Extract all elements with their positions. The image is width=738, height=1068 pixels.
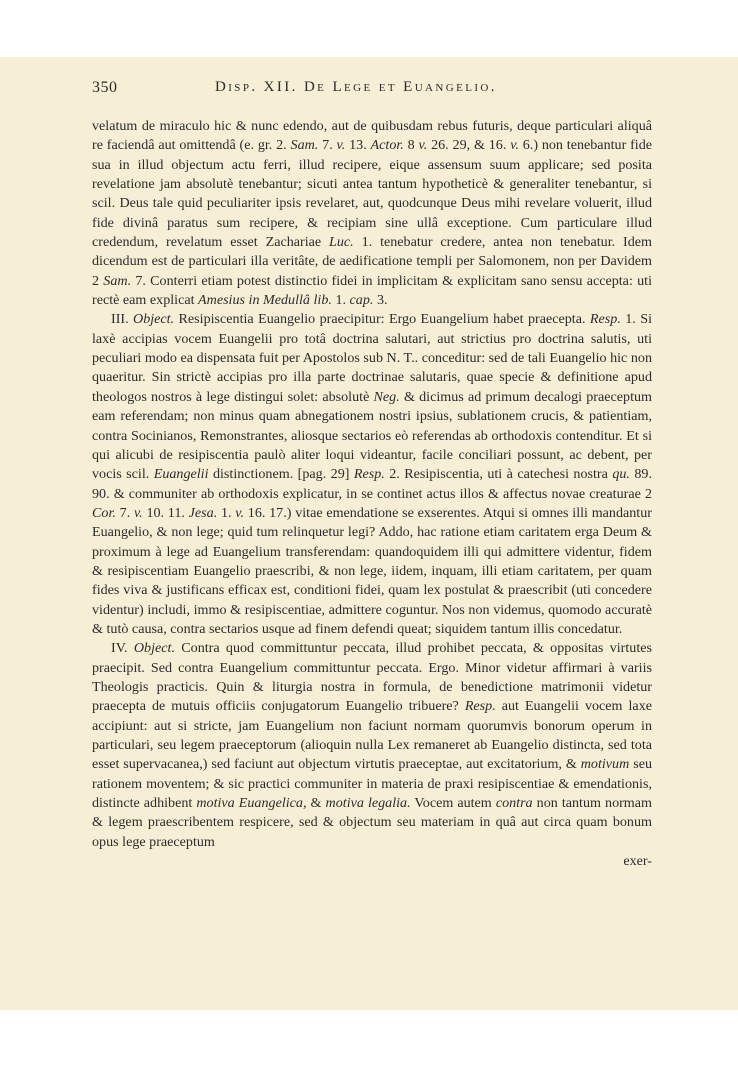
running-title: Disp. XII. De Lege et Euangelio. [215, 79, 497, 95]
paragraph-2: III. Object. Resipiscentia Euangelio praecipitur: Ergo Euangelium habet praecepta. Resp. 1. Si laxè accipias vocem Euangelii pro totâ doctrina salutari, aut strictius pro doctrina salutis, uti peculiari modo ea dispensata fuit per Apostolos sub N. T.. conceditur: sed de tali Euangelio hic non quaeritur. Sin strictè accipias pro illa parte doctrinae salutaris, quae specie & definitione apud theologos nostros à lege distingui solet: absolutè Neg. & dicimus ad primum decalogi praeceptum eam referendam; non minus quam abnegationem nostri ipsius, sublationem crucis, & patientiam, contra Socinianos, Remonstrantes, aliosque sectarios eò referendas ab orthodoxis contenditur. Et si qui alicubi de resipiscentia paulò aliter loqui videantur, facile conciliari possunt, ac debent, per vocis scil. Euangelii distinctionem. [pag. 29] Resp. 2. Resipiscentia, uti à catechesi nostra qu. 89. 90. & communiter ab orthodoxis explicatur, in se continet actus illos & affectus novae creaturae 2 Cor. 7. v. 10. 11. Jesa. 1. v. 16. 17.) vitae emendatione se exserentes. Atqui si omnes illi mandantur Euangelio, & non lege; quid tum relinquetur legi? Addo, hac ratione etiam caritatem erga Deum & proximum à lege ad Euangelium transferendam: quandoquidem illi qui admittere videntur, fidem & resipiscentiam Euangelio praescribi, & non lege, iidem, inquam, illi etiam caritatem, per quam fides viva & justificans efficax est, conditioni fidei, quam lex postulat & praescribit (uti concedere videntur) includi, immo & resipiscentiae, admittere coguntur. Nos non videmus, quomodo accuratè & tutò causa, contra sectarios usque ad finem defendi queat; siquidem tantum illis concedatur. [92, 311, 652, 637]
page-number: 350 [92, 79, 118, 96]
bottom-margin [0, 1010, 738, 1068]
paragraph-3: IV. Object. Contra quod committuntur peccata, illud prohibet peccata, & oppositas virtutes praecipit. Sed contra Euangelium committuntur peccata. Ergo. Minor videtur affirmari à variis Theologis practicis. Quin & liturgia nostra in formula, de benedictione matrimonii videtur praecepta de mutuis officiis conjugatorum Euangelio tribuere? Resp. aut Euangelii vocem laxe accipiunt: aut si stricte, jam Euangelium non faciunt normam quorumvis bonorum operum in particulari, seu legem praeceptorum (alioquin nulla Lex remaneret ab Euangelio distincta, sed tota esset supervacanea,) sed faciunt aut objectum virtutis praeceptae, aut excitatorium, & motivum seu rationem moventem; & sic practici communiter in materia de praxi resipiscentiae & emendationis, distincte adhibent motiva Euangelica, & motiva legalia. Vocem autem contra non tantum normam & legem praescribentem respicere, sed & objectum seu materiam in quâ aut circa quam bonum opus lege praeceptum [92, 640, 652, 850]
book-page [0, 57, 738, 1010]
running-header [92, 79, 652, 99]
catchword: exer- [623, 853, 652, 870]
paragraph-1: velatum de miraculo hic & nunc edendo, aut de quibusdam rebus futuris, deque particulari aliquâ re faciendâ aut omittendâ (e. gr. 2. Sam. 7. v. 13. Actor. 8 v. 26. 29, & 16. v. 6.) non tenebantur fide sua in illud objectum actu ferri, illud recipere, eique assensum suum applicare; sed posita revelatione jam absolutè tenebantur; sicuti antea tantum hypotheticè & generaliter tenebantur, si scil. Deus tale quid peculiariter ipsis revelaret, aut, quodcunque Deus mihi revelare voluerit, illud fide divinâ paratus sum recipere, & recipiam sine ullâ exceptione. Cum particulare illud credendum, revelatum esset Zachariae Luc. 1. tenebatur credere, antea non tenebatur. Idem dicendum est de particulari illa veritâte, de aedificatione templi per Salomonem, non per Davidem 2 Sam. 7. Conterri etiam potest distinctio fidei in implicitam & explicitam sano sensu accepta: uti rectè eam explicat Amesius in Medullâ lib. 1. cap. 3. [92, 118, 653, 309]
body-text [92, 117, 652, 871]
top-margin [0, 0, 738, 57]
